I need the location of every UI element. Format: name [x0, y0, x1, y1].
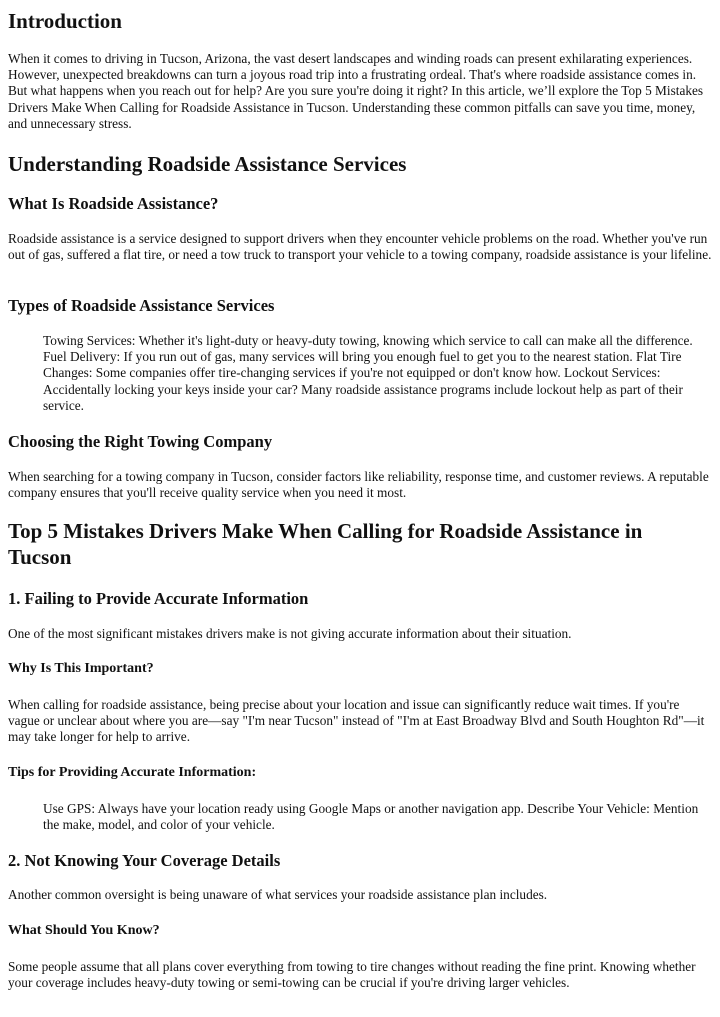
what-know-heading: What Should You Know? — [8, 923, 160, 938]
what-is-paragraph: Roadside assistance is a service designed to support drivers when they encounter vehicle problems on the road. Whether you've run out of gas, suffered a flat tire, or need a tow truck to transport your vehicle to a towing company, roadside assistance is your lifeline. — [8, 231, 712, 263]
tips-heading: Tips for Providing Accurate Information: — [8, 765, 257, 780]
types-heading: Types of Roadside Assistance Services — [8, 296, 275, 315]
choosing-paragraph: When searching for a towing company in Tucson, consider factors like reliability, response time, and customer reviews. A reputable company ensures that you'll receive quality service when you need it most. — [8, 469, 709, 501]
why-important-paragraph: When calling for roadside assistance, being precise about your location and issue can significantly reduce wait times. If you're vague or unclear about where you are—say "I'm near Tucson" instead of "I'm at East Broadway Blvd and South Houghton Rd"—it may take longer for help to arrive. — [8, 697, 705, 745]
intro-heading: Introduction — [8, 9, 122, 33]
types-list: Towing Services: Whether it's light-duty or heavy-duty towing, knowing which service to call can make all the difference. Fuel Delivery: If you run out of gas, many services will bring you enough fuel to get you to the nearest station. Flat Tire Changes: Some companies offer tire-changing services if you're not equipped or don't know how. Lockout Services: Accidentally locking your keys inside your car? Many roadside assistance programs include lockout help as part of their service. — [43, 333, 693, 413]
what-is-heading: What Is Roadside Assistance? — [8, 194, 219, 213]
tips-list: Use GPS: Always have your location ready using Google Maps or another navigation app. Describe Your Vehicle: Mention the make, model, and color of your vehicle. — [43, 801, 699, 833]
what-know-paragraph: Some people assume that all plans cover everything from towing to tire changes without reading the fine print. Knowing whether your coverage includes heavy-duty towing or semi-towing can be crucial if you're driving larger vehicles. — [8, 959, 696, 991]
mistake-1-heading: 1. Failing to Provide Accurate Information — [8, 589, 309, 608]
mistakes-heading: Top 5 Mistakes Drivers Make When Calling for Roadside Assistance in Tucson — [8, 519, 643, 569]
why-important-heading: Why Is This Important? — [8, 661, 154, 676]
intro-paragraph: When it comes to driving in Tucson, Arizona, the vast desert landscapes and winding roads can present exhilarating experiences. However, unexpected breakdowns can turn a joyous road trip into a frustrating ordeal. That's where roadside assistance comes in. But what happens when you reach out for help? Are you sure you're doing it right? In this article, we’ll explore the Top 5 Mistakes Drivers Make When Calling for Roadside Assistance in Tucson. Understanding these common pitfalls can save you time, money, and unnecessary stress. — [8, 51, 704, 131]
mistake-1-paragraph: One of the most significant mistakes drivers make is not giving accurate information about their situation. — [8, 626, 572, 641]
mistake-2-heading: 2. Not Knowing Your Coverage Details — [8, 851, 281, 870]
understanding-heading: Understanding Roadside Assistance Services — [8, 152, 407, 176]
choosing-heading: Choosing the Right Towing Company — [8, 432, 273, 451]
mistake-2-paragraph: Another common oversight is being unaware of what services your roadside assistance plan includes. — [8, 887, 548, 902]
